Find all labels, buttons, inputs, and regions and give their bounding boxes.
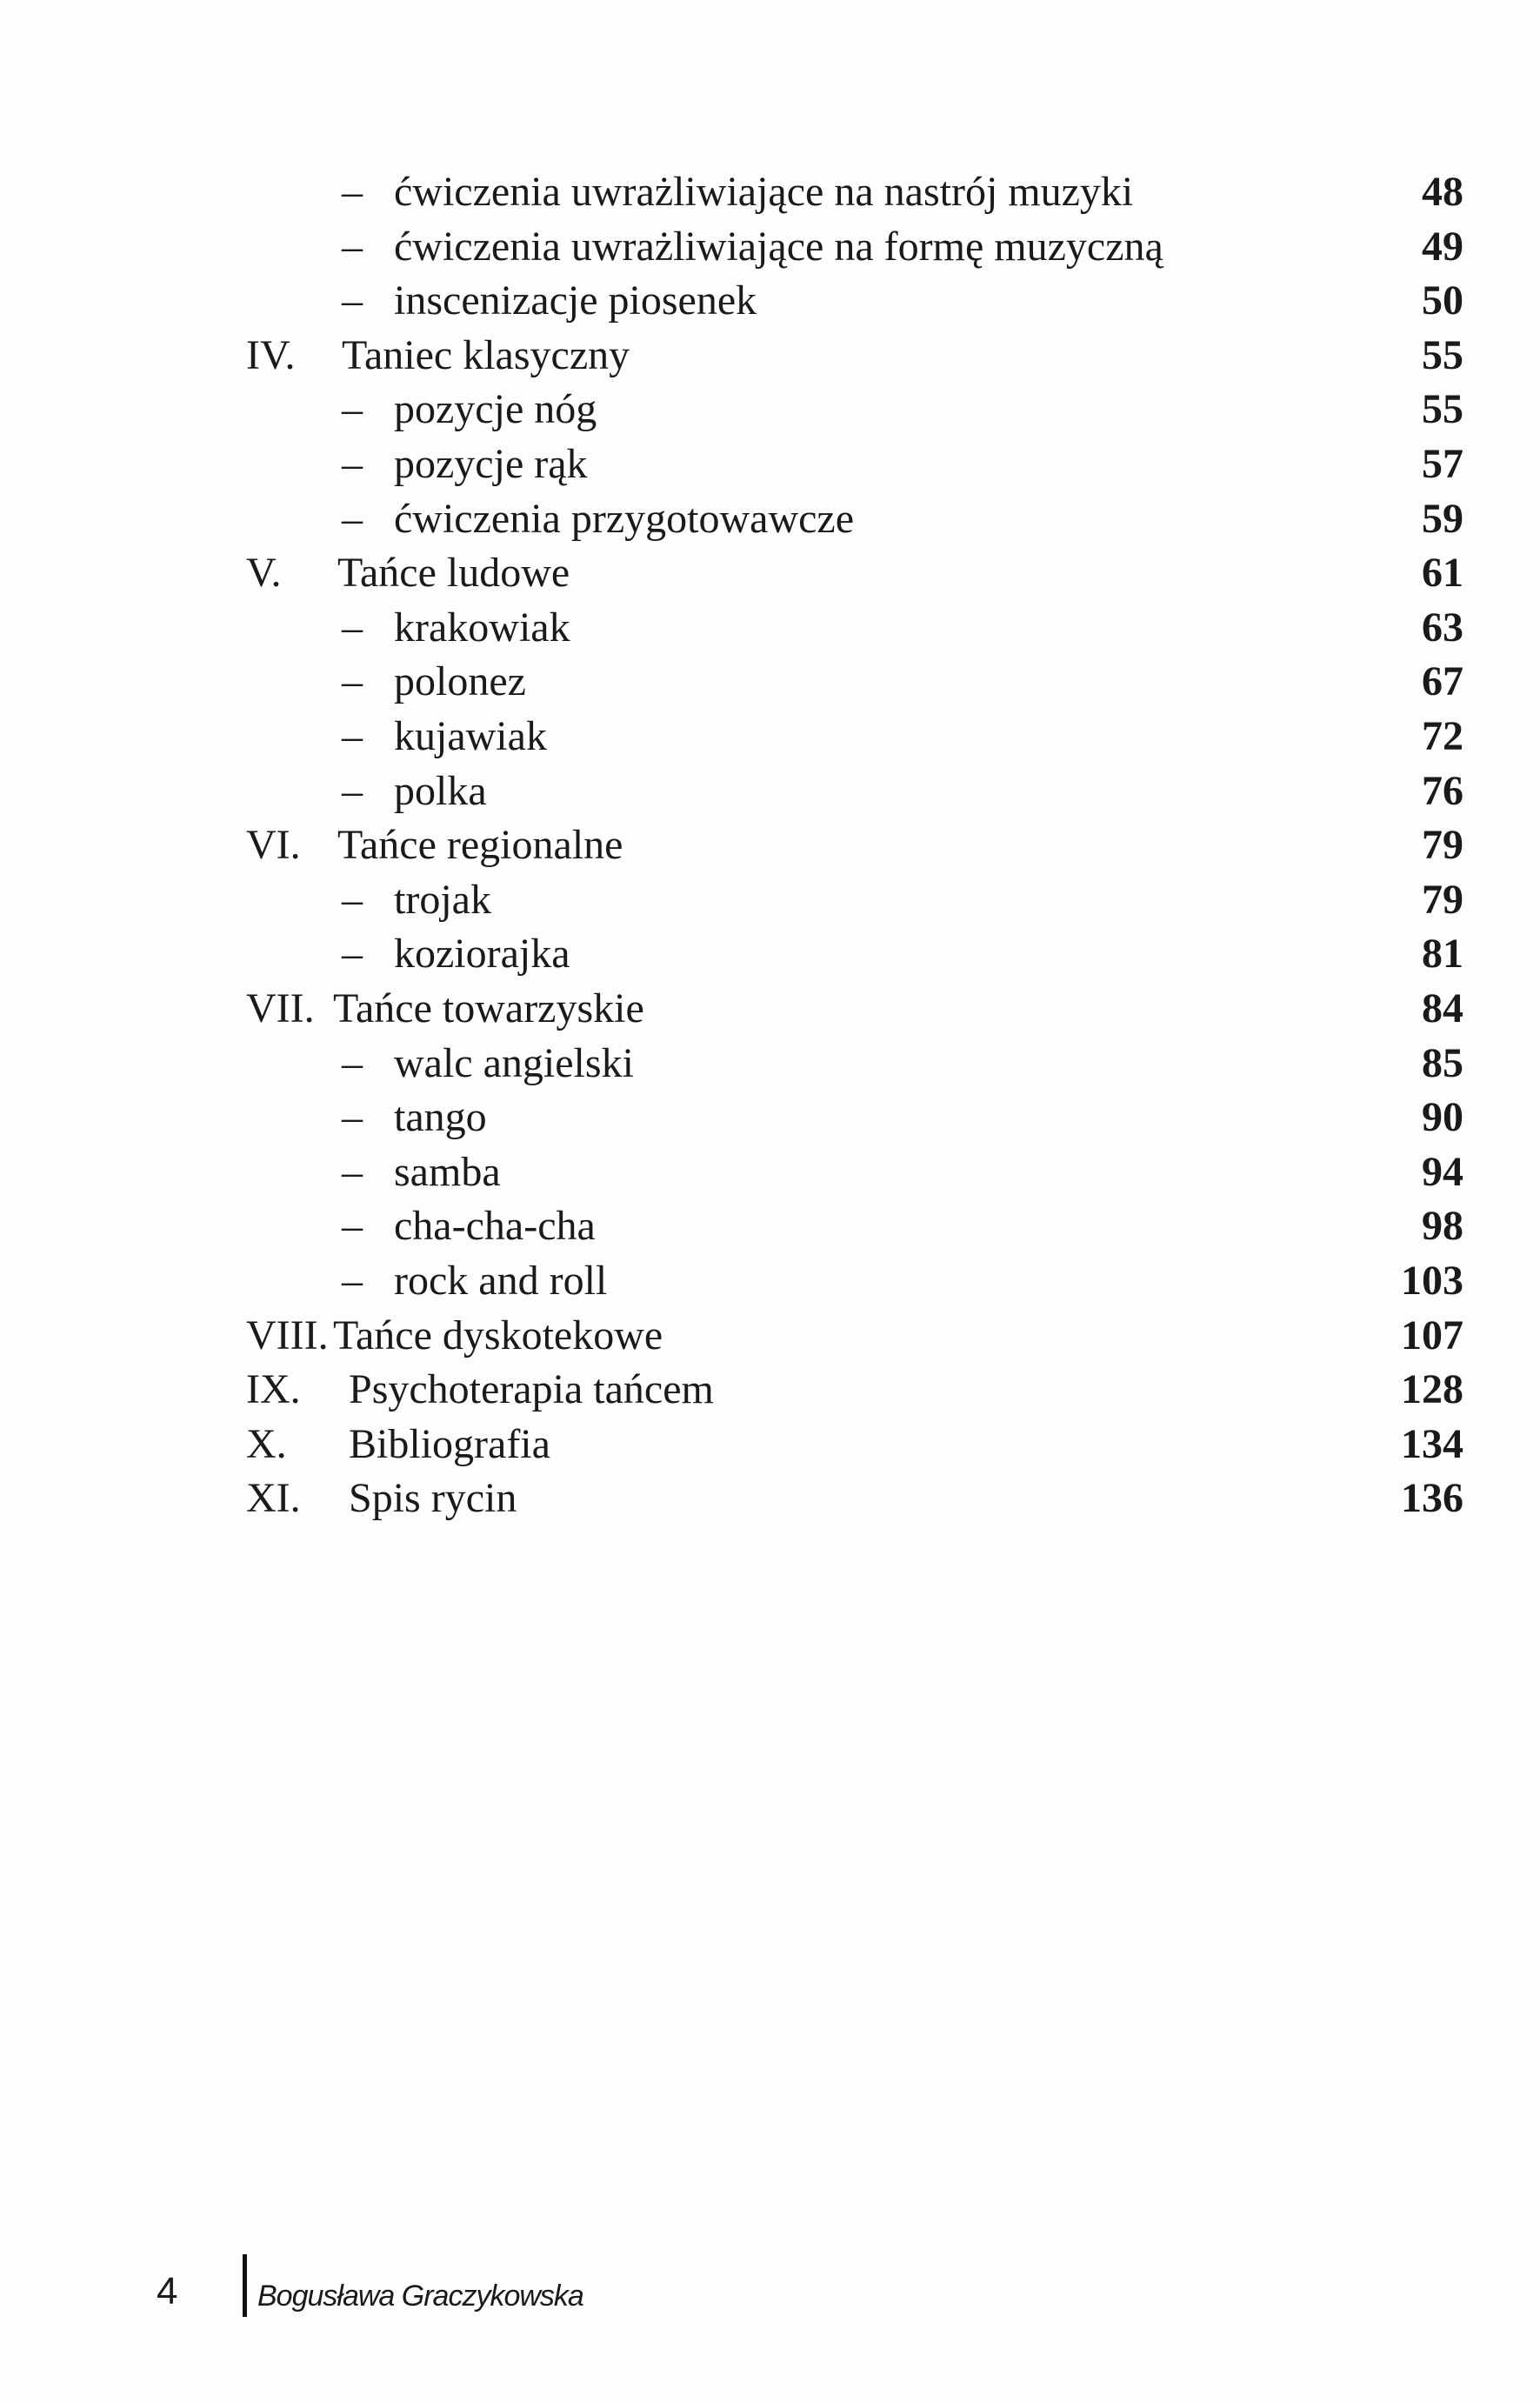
toc-entry [246,165,1463,219]
toc-page-number: 50 [1422,277,1463,324]
toc-page-number: 134 [1401,1420,1463,1467]
toc-chapter-title: Taniec klasyczny [342,331,630,378]
toc-page-number: 55 [1422,331,1463,378]
toc-subsection-title: krakowiak [394,604,570,651]
toc-subsection-title: cha-cha-cha [394,1203,596,1250]
toc-chapter-number: IX. [246,1366,301,1413]
toc-dash: – [342,223,363,270]
toc-entry [246,492,1463,546]
toc-subsection-title: trojak [394,876,491,923]
toc-subsection-title: ćwiczenia przygotowawcze [394,495,855,542]
toc-entry [246,546,1463,600]
toc-dash: – [342,386,363,433]
toc-subsection-title: pozycje nóg [394,386,597,433]
toc-page-number: 136 [1401,1475,1463,1522]
toc-chapter-title: Tańce ludowe [337,550,570,597]
toc-entry [246,1199,1463,1253]
toc-page-number: 103 [1401,1258,1463,1304]
toc-page-number: 72 [1422,713,1463,759]
toc-page-number: 55 [1422,386,1463,433]
toc-dash: – [342,441,363,487]
toc-dash: – [342,277,363,324]
toc-entry [246,329,1463,383]
toc-dash: – [342,1203,363,1250]
toc-entry [246,1145,1463,1199]
page-number: 4 [157,2270,178,2313]
toc-dash: – [342,876,363,923]
toc-subsection-title: koziorajka [394,931,570,978]
toc-subsection-title: polka [394,767,487,814]
footer-author: Bogusława Graczykowska [257,2280,583,2313]
toc-dash: – [342,767,363,814]
toc-page-number: 49 [1422,223,1463,270]
toc-dash: – [342,1148,363,1195]
toc-entry [246,1309,1463,1363]
toc-page-number: 81 [1422,931,1463,978]
toc-entry [246,383,1463,437]
toc-entry [246,1363,1463,1417]
toc-page-number: 84 [1422,985,1463,1031]
toc-entry [246,601,1463,655]
toc-entry [246,1254,1463,1308]
toc-dash: – [342,495,363,542]
toc-chapter-number: V. [246,550,282,597]
toc-entry [246,437,1463,491]
toc-dash: – [342,1094,363,1141]
toc-entry [246,1472,1463,1525]
toc-entry [246,1091,1463,1145]
toc-subsection-title: samba [394,1148,501,1195]
toc-page-number: 98 [1422,1203,1463,1250]
toc-chapter-number: IV. [246,331,296,378]
toc-dash: – [342,1258,363,1304]
toc-subsection-title: inscenizacje piosenek [394,277,757,324]
toc-chapter-title: Bibliografia [349,1420,550,1467]
toc-entry [246,220,1463,274]
toc-chapter-title: Psychoterapia tańcem [349,1366,714,1413]
toc-chapter-number: VII. [246,985,315,1031]
toc-chapter-number: XI. [246,1475,301,1522]
toc-subsection-title: walc angielski [394,1039,634,1086]
toc-page-number: 79 [1422,822,1463,869]
toc-entry [246,710,1463,764]
toc-entry [246,274,1463,328]
toc-subsection-title: tango [394,1094,487,1141]
toc-page-number: 59 [1422,495,1463,542]
toc-entry [246,1037,1463,1091]
toc-entry [246,655,1463,709]
toc-entry [246,818,1463,872]
toc-page-number: 85 [1422,1039,1463,1086]
toc-dash: – [342,658,363,705]
toc-page-number: 63 [1422,604,1463,651]
toc-entry [246,927,1463,981]
toc-page-number: 128 [1401,1366,1463,1413]
toc-entry [246,1418,1463,1472]
toc-chapter-number: X. [246,1420,287,1467]
toc-dash: – [342,169,363,215]
toc-page-number: 61 [1422,550,1463,597]
footer-divider [243,2254,247,2317]
toc-page-number: 79 [1422,876,1463,923]
toc-dash: – [342,604,363,651]
toc-page-number: 57 [1422,441,1463,487]
toc-chapter-title: Tańce regionalne [337,822,623,869]
toc-entry [246,764,1463,818]
toc-page-number: 107 [1401,1312,1463,1358]
table-of-contents [246,165,1463,1539]
toc-dash: – [342,931,363,978]
toc-subsection-title: pozycje rąk [394,441,588,487]
toc-page-number: 48 [1422,169,1463,215]
toc-dash: – [342,713,363,759]
toc-chapter-number: VIII. [246,1312,329,1358]
toc-page-number: 90 [1422,1094,1463,1141]
toc-subsection-title: rock and roll [394,1258,608,1304]
toc-entry [246,873,1463,927]
toc-chapter-title: Tańce dyskotekowe [333,1312,663,1358]
toc-page-number: 76 [1422,767,1463,814]
toc-subsection-title: ćwiczenia uwrażliwiające na formę muzyczną [394,223,1163,270]
toc-subsection-title: kujawiak [394,713,547,759]
toc-subsection-title: ćwiczenia uwrażliwiające na nastrój muzyki [394,169,1134,215]
toc-dash: – [342,1039,363,1086]
toc-page-number: 94 [1422,1148,1463,1195]
toc-chapter-title: Spis rycin [349,1475,517,1522]
toc-page-number: 67 [1422,658,1463,705]
toc-subsection-title: polonez [394,658,526,705]
toc-chapter-number: VI. [246,822,301,869]
toc-entry [246,982,1463,1036]
toc-chapter-title: Tańce towarzyskie [333,985,644,1031]
